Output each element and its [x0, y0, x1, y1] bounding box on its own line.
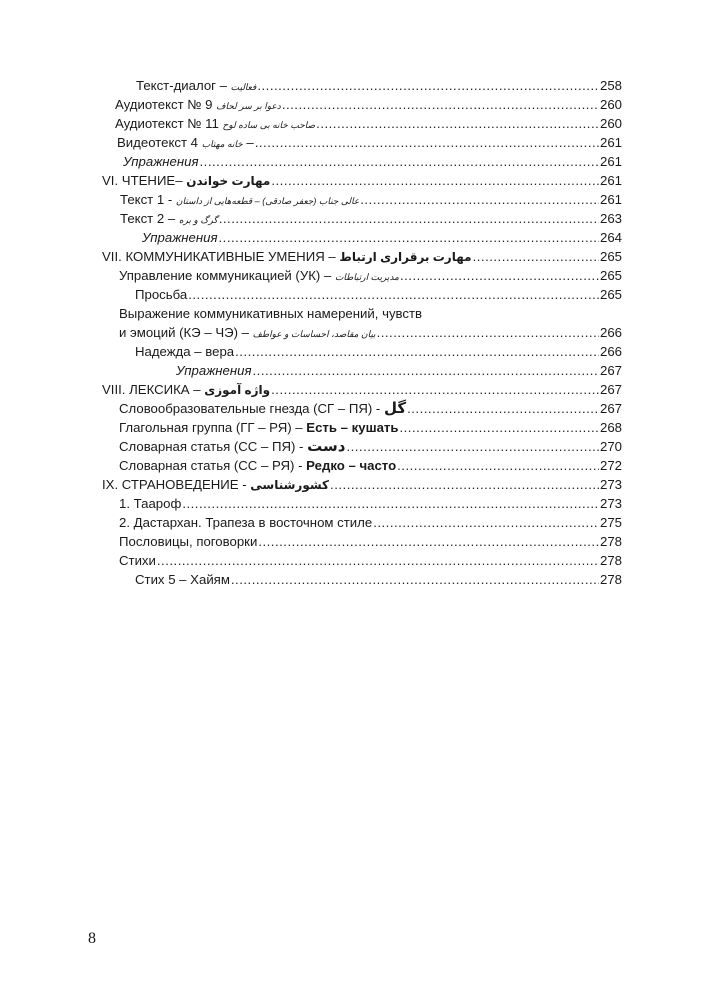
toc-entry-title: Текст 2 –	[120, 211, 179, 226]
toc-entry-title: Упражнения	[123, 154, 199, 169]
toc-entry-persian-title: فعالیت	[230, 82, 257, 92]
toc-entry-title: Словарная статья (СС – ПЯ) -	[119, 439, 308, 454]
dot-leader	[330, 475, 599, 494]
toc-entry-title: Аудиотекст № 11	[115, 116, 223, 131]
toc-entry	[119, 456, 622, 475]
dot-leader	[219, 209, 599, 228]
toc-entry-label	[102, 380, 270, 400]
dot-leader	[282, 95, 599, 114]
toc-entry	[142, 228, 622, 247]
toc-entry-page: 272	[599, 458, 622, 473]
toc-entry-page: 260	[599, 97, 622, 112]
toc-entry	[119, 399, 622, 418]
toc-entry-title: Глагольная группа (ГГ – РЯ) –	[119, 420, 307, 435]
toc-entry-page: 263	[599, 211, 622, 226]
toc-entry-page: 278	[599, 553, 622, 568]
toc-entry-label	[123, 152, 199, 171]
toc-entry-label	[119, 418, 398, 437]
dot-leader	[157, 551, 599, 570]
toc-entry	[119, 304, 622, 323]
dot-leader	[377, 323, 599, 342]
toc-entry-title: VI. ЧТЕНИЕ–	[102, 173, 187, 188]
toc-entry-label	[119, 399, 406, 418]
dot-leader	[271, 171, 599, 190]
toc-entry	[120, 190, 622, 209]
dot-leader	[219, 228, 599, 247]
toc-entry-persian-title: گل	[383, 400, 407, 417]
toc-entry-label	[136, 76, 256, 97]
toc-entry	[119, 494, 622, 513]
toc-entry-persian-title: دست	[307, 438, 346, 455]
dot-leader	[255, 133, 599, 152]
toc-entry-title: IX. СТРАНОВЕДЕНИЕ -	[102, 477, 251, 492]
dot-leader	[360, 190, 599, 209]
toc-entry-label	[117, 133, 254, 154]
toc-entry-title: Стих 5 – Хайям	[135, 572, 230, 587]
toc-entry-title: Выражение коммуникативных намерений, чувств	[119, 306, 423, 321]
dot-leader	[373, 513, 599, 532]
toc-entry-page: 273	[599, 496, 622, 511]
dot-leader	[188, 285, 599, 304]
toc-entry	[115, 95, 622, 114]
toc-entry	[119, 532, 622, 551]
toc-entry-title: Стихи	[119, 553, 156, 568]
toc-entry	[117, 133, 622, 152]
toc-entry-page: 273	[599, 477, 622, 492]
toc-entry-title: и эмоций (КЭ – ЧЭ) –	[119, 325, 253, 340]
toc-entry-persian-title: بیان مقاصد، احساسات و عواطف	[252, 329, 376, 339]
toc-entry-label	[102, 171, 270, 191]
dot-leader	[200, 152, 599, 171]
toc-entry-label	[119, 513, 372, 532]
toc-entry-page: 275	[599, 515, 622, 530]
toc-entry-page: 261	[599, 135, 622, 150]
toc-entry-page: 267	[599, 401, 622, 416]
toc-entry-label	[102, 247, 472, 267]
toc-entry	[135, 570, 622, 589]
dot-leader	[231, 570, 599, 589]
toc-entry	[119, 323, 622, 342]
dot-leader	[182, 494, 599, 513]
toc-entry-page: 267	[599, 382, 622, 397]
toc-entry-label	[102, 475, 329, 495]
dot-leader	[257, 76, 599, 95]
toc-entry-page: 261	[599, 154, 622, 169]
toc-entry-page: 264	[599, 230, 622, 245]
toc-entry-persian-title: دعوا بر سر لحاف	[216, 101, 281, 111]
toc-entry	[102, 475, 622, 494]
toc-entry-label	[119, 437, 345, 456]
toc-entry-label	[119, 266, 399, 287]
toc-entry-title: 1. Таароф	[119, 496, 182, 511]
toc-entry-page: 265	[599, 287, 622, 302]
toc-entry-page: 261	[599, 192, 622, 207]
dot-leader	[346, 437, 599, 456]
toc-entry-title: Надежда – вера	[135, 344, 235, 359]
toc-entry-label	[119, 456, 396, 475]
toc-entry-label	[120, 209, 218, 230]
toc-entry-persian-title: کشورشناسی	[250, 478, 330, 492]
toc-entry-label	[115, 95, 281, 116]
toc-entry-page: 266	[599, 344, 622, 359]
toc-entry-title: VIII. ЛЕКСИКА –	[102, 382, 205, 397]
toc-entry-page: 260	[599, 116, 622, 131]
toc-entry-page: 268	[599, 420, 622, 435]
toc-entry	[102, 247, 622, 266]
dot-leader	[316, 114, 599, 133]
toc-entry	[123, 152, 622, 171]
toc-entry-label	[119, 323, 376, 344]
toc-entry-label	[119, 304, 422, 323]
toc-entry	[119, 513, 622, 532]
toc-entry-persian-title: عالی جناب (جعفر صادقی) – قطعه‌هایی از داستان	[175, 196, 360, 206]
toc-entry-persian-title: گرگ و بره	[178, 215, 218, 225]
toc-entry-label	[115, 114, 315, 135]
toc-entry-page: 266	[599, 325, 622, 340]
toc-entry-title: Аудиотекст № 9	[115, 97, 217, 112]
toc-entry	[136, 76, 622, 95]
toc-entry-page: 261	[599, 173, 622, 188]
toc-entry-page: 258	[599, 78, 622, 93]
toc-entry-label	[176, 361, 252, 380]
toc-entry-title: Видеотекст 4	[117, 135, 202, 150]
toc-entry-label	[120, 190, 359, 211]
toc-entry-title: VII. КОММУНИКАТИВНЫЕ УМЕНИЯ –	[102, 249, 340, 264]
dot-leader	[473, 247, 599, 266]
toc-entry	[119, 551, 622, 570]
dot-leader	[253, 361, 599, 380]
page-number: 8	[88, 930, 96, 947]
toc-entry	[115, 114, 622, 133]
toc-entry	[120, 209, 622, 228]
toc-entry-persian-title: واژه آموزی	[204, 383, 271, 397]
toc-entry	[119, 266, 622, 285]
toc-entry-label	[119, 532, 257, 551]
toc-entry-title: 2. Дастархан. Трапеза в восточном стиле	[119, 515, 373, 530]
dot-leader	[399, 418, 599, 437]
toc-entry-page: 270	[599, 439, 622, 454]
dot-leader	[400, 266, 599, 285]
toc-entry-title: Просьба	[135, 287, 188, 302]
toc-entry	[119, 437, 622, 456]
toc-entry-label	[135, 285, 187, 304]
toc-entry-title: Текст-диалог –	[136, 78, 231, 93]
toc-entry-label	[119, 494, 181, 513]
toc-entry-persian-title: مهارت برقراری ارتباط	[339, 250, 472, 264]
toc-entry-page: 278	[599, 534, 622, 549]
toc-entry	[135, 285, 622, 304]
toc-entry-page: 278	[599, 572, 622, 587]
toc-entry	[102, 171, 622, 190]
toc-entry	[176, 361, 622, 380]
toc-entry-subtitle: Есть – кушать	[306, 420, 399, 435]
dot-leader	[235, 342, 599, 361]
toc-entry	[102, 380, 622, 399]
toc-entry-page: 265	[599, 268, 622, 283]
toc-entry-label	[142, 228, 218, 247]
dot-leader	[397, 456, 599, 475]
toc-entry-persian-title: مدیریت ارتباطات	[334, 272, 399, 282]
toc-entry-persian-title: مهارت خواندن	[186, 174, 271, 188]
toc-entry-label	[135, 342, 234, 361]
toc-entry-subtitle: Редко – часто	[306, 458, 397, 473]
toc-entry-title: Словообразовательные гнезда (СГ – ПЯ) -	[119, 401, 384, 416]
toc-entry-subtitle: –	[242, 135, 254, 150]
toc-entry-title: Словарная статья (СС – РЯ) -	[119, 458, 307, 473]
toc-entry-page: 265	[599, 249, 622, 264]
toc-entry-page: 267	[599, 363, 622, 378]
toc-entry-persian-title: خانه مهتاب	[201, 139, 243, 149]
toc-entry-title: Пословицы, поговорки	[119, 534, 258, 549]
toc-entry-title: Текст 1 -	[120, 192, 176, 207]
dot-leader	[407, 399, 599, 418]
toc-entry	[135, 342, 622, 361]
toc-entry-persian-title: صاحب خانه بی ساده لوح	[222, 120, 316, 130]
dot-leader	[258, 532, 599, 551]
dot-leader	[271, 380, 599, 399]
toc-entry-title: Упражнения	[142, 230, 218, 245]
toc-entry-label	[135, 570, 230, 589]
toc-entry-title: Управление коммуникацией (УК) –	[119, 268, 335, 283]
toc-entry-label	[119, 551, 156, 570]
toc-entry	[119, 418, 622, 437]
toc-entry-title: Упражнения	[176, 363, 252, 378]
